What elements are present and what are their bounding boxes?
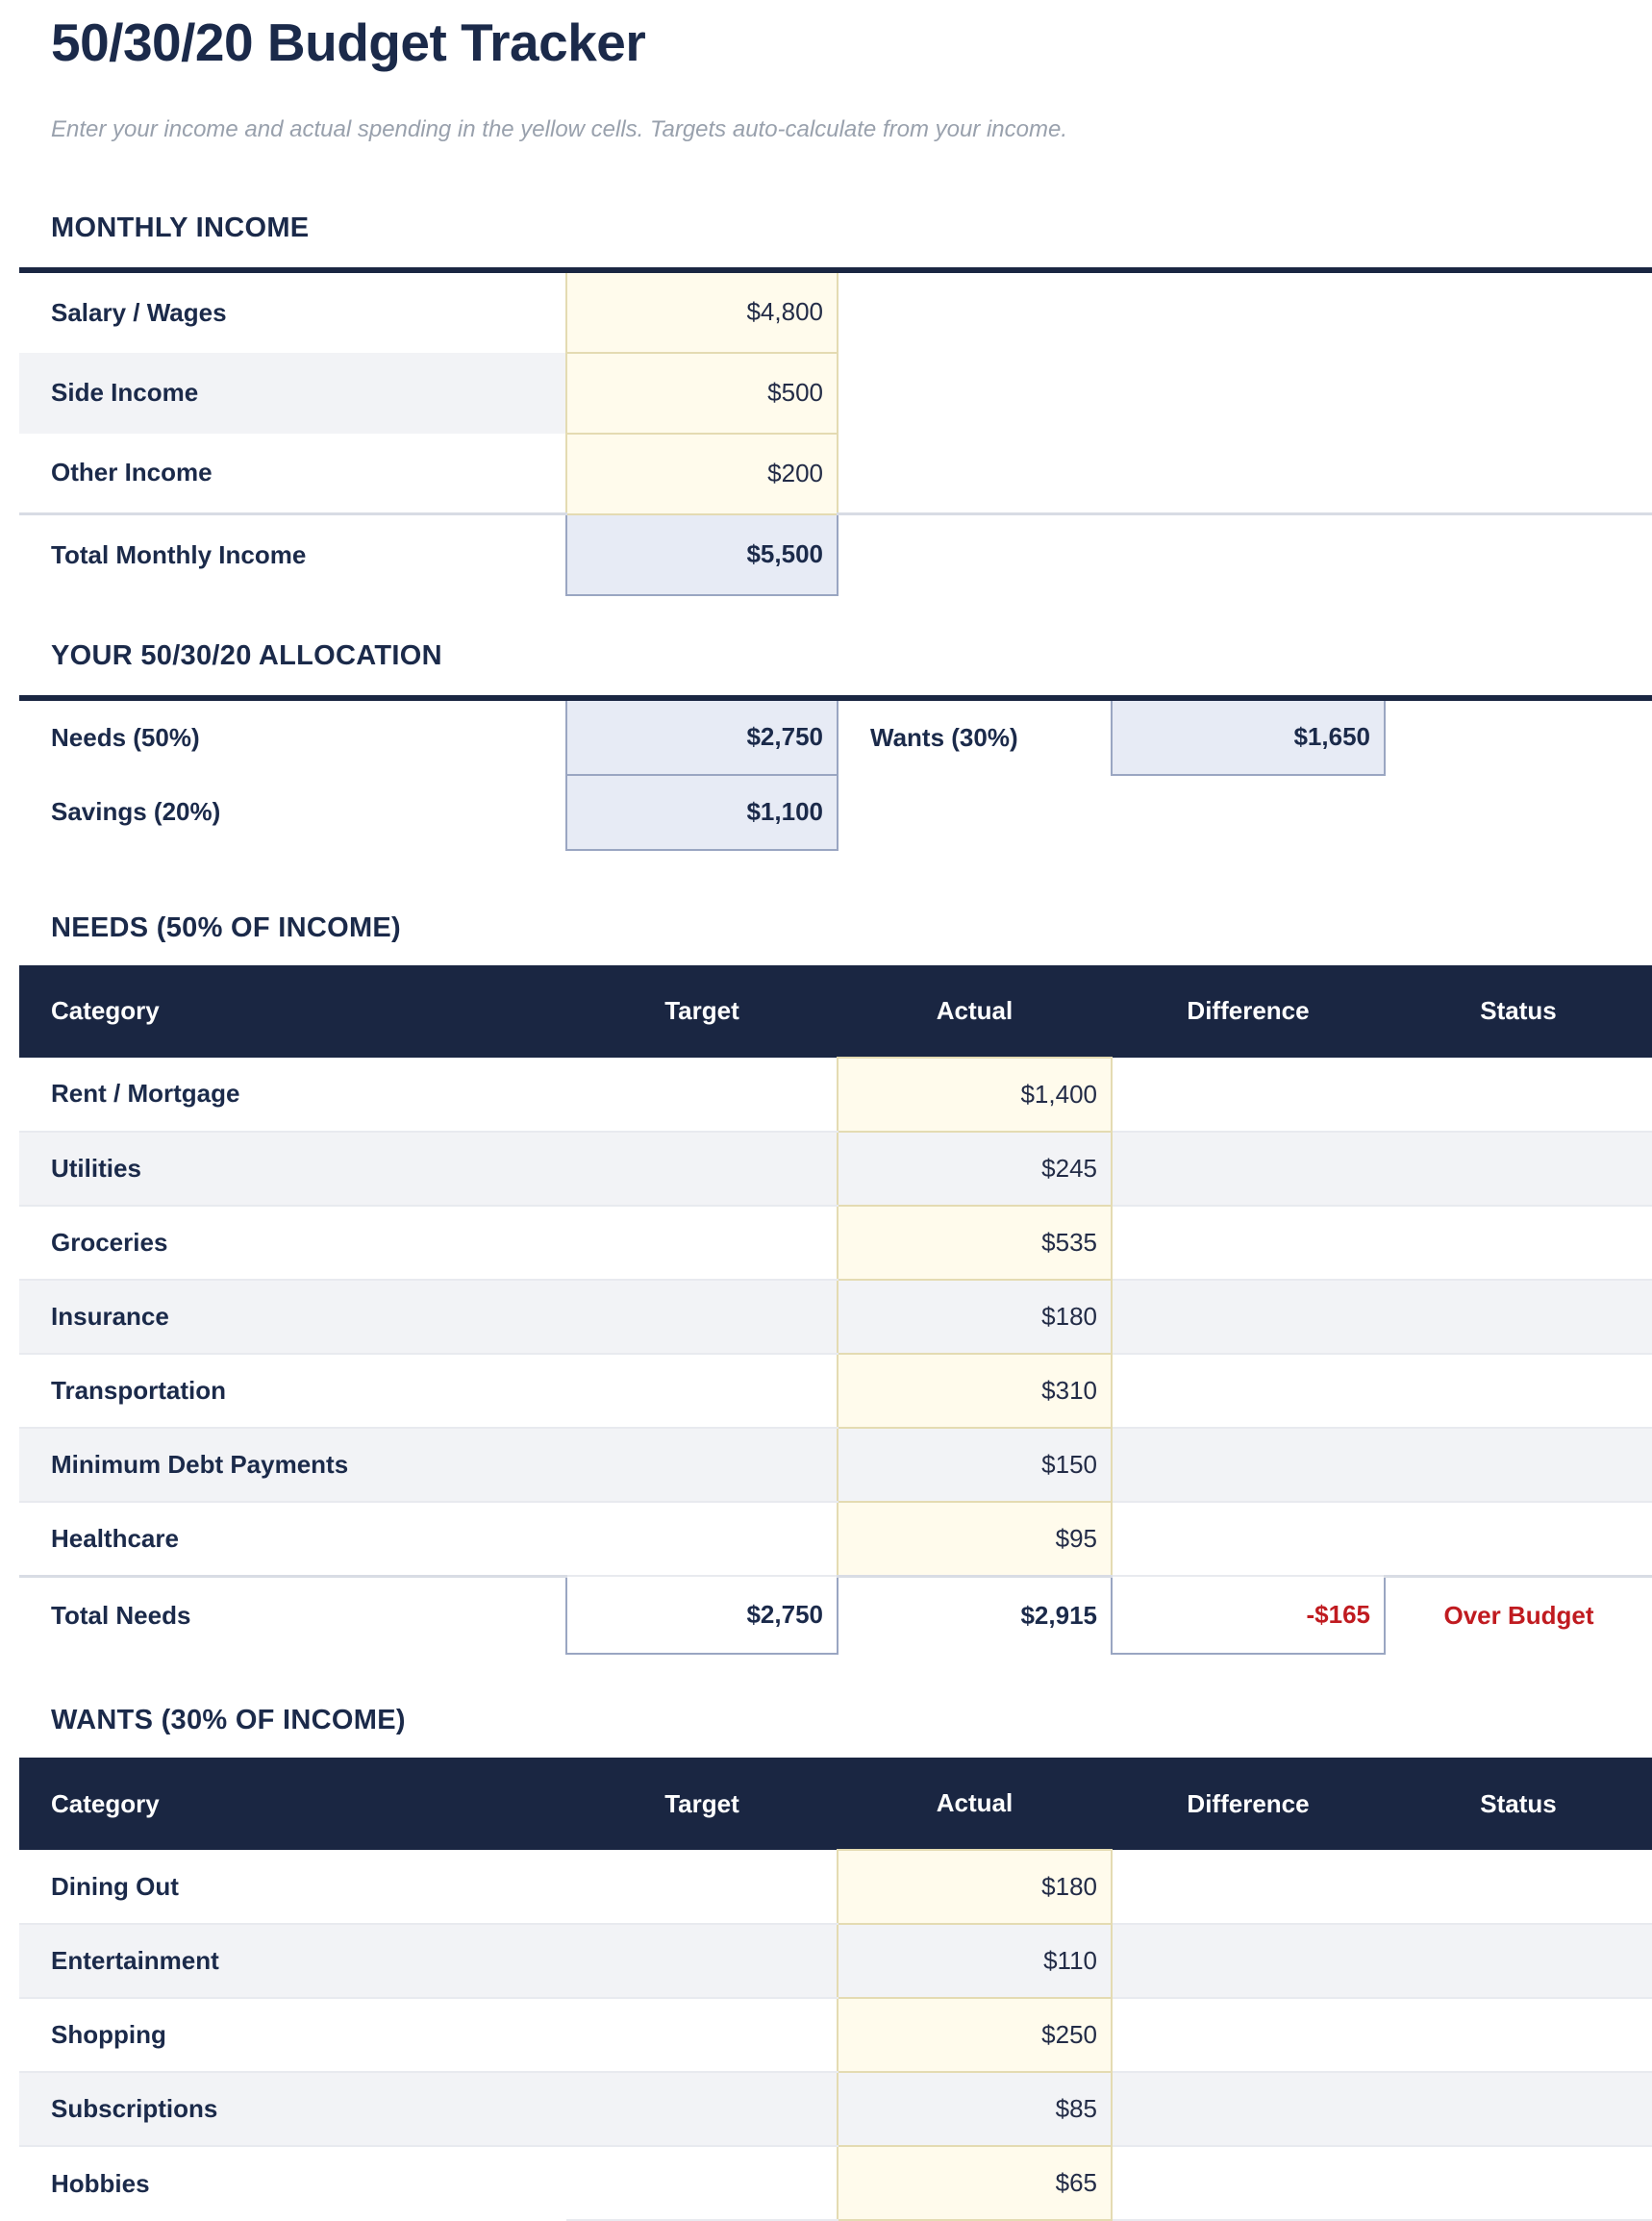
difference-cell-empty — [1112, 1132, 1385, 1206]
difference-cell-empty — [1112, 1280, 1385, 1354]
income-label-other: Other Income — [51, 458, 213, 487]
income-input-other[interactable]: $200 — [566, 434, 838, 514]
wants-row-entertainment — [19, 1924, 1652, 1998]
income-filler-cell — [838, 514, 1652, 595]
target-cell-empty — [566, 2072, 838, 2146]
budget-tracker-page — [0, 12, 1652, 2198]
difference-cell-empty — [1112, 1850, 1385, 1924]
target-cell-empty — [566, 1354, 838, 1428]
difference-cell-empty — [1112, 1428, 1385, 1502]
wants-header-row — [19, 1758, 1652, 1850]
actual-input-cell[interactable]: $150 — [838, 1428, 1112, 1502]
difference-cell-empty — [1112, 2072, 1385, 2146]
target-cell-empty — [566, 2146, 838, 2220]
income-row-salary — [19, 270, 1652, 353]
actual-input-cell[interactable]: $95 — [838, 1502, 1112, 1577]
needs-category-label: Utilities — [19, 1132, 566, 1206]
target-cell-empty — [566, 1850, 838, 1924]
difference-cell-empty — [1112, 1354, 1385, 1428]
needs-header-actual: Actual — [838, 965, 1112, 1058]
wants-category-label: Shopping — [19, 1998, 566, 2072]
income-label-side: Side Income — [19, 353, 566, 434]
difference-cell-empty — [1112, 1058, 1385, 1132]
wants-header-category: Category — [19, 1758, 566, 1850]
actual-input-cell[interactable]: $1,400 — [838, 1058, 1112, 1132]
status-cell-empty — [1385, 1998, 1652, 2072]
income-input-side[interactable]: $500 — [566, 353, 838, 434]
allocation-filler-cell — [1385, 698, 1652, 775]
income-total-row — [19, 514, 1652, 595]
allocation-section-heading: YOUR 50/30/20 ALLOCATION — [51, 639, 442, 671]
wants-header-difference: Difference — [1112, 1758, 1385, 1850]
income-total-value: $5,500 — [566, 514, 838, 595]
needs-row-transportation — [19, 1354, 1652, 1428]
needs-category-label: Insurance — [19, 1280, 566, 1354]
needs-table — [19, 965, 1652, 1656]
wants-header-status: Status — [1385, 1758, 1652, 1850]
needs-header-target: Target — [566, 965, 838, 1058]
wants-row-dining — [19, 1850, 1652, 1924]
page-title: 50/30/20 Budget Tracker — [51, 12, 646, 72]
actual-input-cell[interactable]: $250 — [838, 1998, 1112, 2072]
target-cell-empty — [566, 1132, 838, 1206]
actual-input-cell[interactable]: $65 — [838, 2146, 1112, 2220]
needs-category-label: Healthcare — [19, 1502, 566, 1577]
difference-cell-empty — [1112, 1206, 1385, 1280]
wants-allocation-value: $1,650 — [1112, 698, 1385, 775]
total-needs-label: Total Needs — [19, 1576, 566, 1654]
actual-input-cell[interactable]: $180 — [838, 1280, 1112, 1354]
allocation-empty-cell — [1112, 775, 1385, 850]
needs-row-insurance — [19, 1280, 1652, 1354]
needs-row-debt — [19, 1428, 1652, 1502]
actual-input-cell[interactable]: $535 — [838, 1206, 1112, 1280]
actual-input-cell[interactable]: $180 — [838, 1850, 1112, 1924]
status-cell-empty — [1385, 1924, 1652, 1998]
income-filler-cell — [838, 353, 1652, 434]
needs-category-label: Minimum Debt Payments — [19, 1428, 566, 1502]
needs-allocation-value: $2,750 — [566, 698, 838, 775]
wants-category-label: Dining Out — [19, 1850, 566, 1924]
total-needs-target: $2,750 — [566, 1576, 838, 1654]
actual-input-cell[interactable]: $245 — [838, 1132, 1112, 1206]
difference-cell-empty — [1112, 1924, 1385, 1998]
page-subtitle: Enter your income and actual spending in the yellow cells. Targets auto-calculate from your income. — [51, 115, 1067, 142]
needs-header-difference: Difference — [1112, 965, 1385, 1058]
status-cell-empty — [1385, 1280, 1652, 1354]
needs-total-row — [19, 1576, 1652, 1654]
income-filler-cell — [838, 434, 1652, 514]
status-cell-empty — [1385, 1132, 1652, 1206]
target-cell-empty — [566, 1924, 838, 1998]
wants-row-subscriptions — [19, 2072, 1652, 2146]
target-cell-empty — [566, 1280, 838, 1354]
needs-row-utilities — [19, 1132, 1652, 1206]
total-needs-difference: -$165 — [1112, 1576, 1385, 1654]
income-label-salary: Salary / Wages — [51, 297, 227, 327]
needs-header-category: Category — [19, 965, 566, 1058]
status-cell-empty — [1385, 2072, 1652, 2146]
wants-row-shopping — [19, 1998, 1652, 2072]
wants-section-heading: WANTS (30% OF INCOME) — [51, 1705, 406, 1735]
status-cell-empty — [1385, 1428, 1652, 1502]
status-cell-empty — [1385, 1206, 1652, 1280]
wants-allocation-label: Wants (30%) — [870, 722, 1018, 752]
allocation-row-1 — [19, 698, 1652, 775]
income-input-salary[interactable]: $4,800 — [566, 270, 838, 353]
wants-row-hobbies — [19, 2146, 1652, 2220]
allocation-table — [19, 695, 1652, 851]
income-row-side — [19, 353, 1652, 434]
total-needs-status: Over Budget — [1385, 1576, 1652, 1654]
target-cell-empty — [566, 1428, 838, 1502]
status-cell-empty — [1385, 1850, 1652, 1924]
income-filler-cell — [838, 270, 1652, 353]
actual-input-cell[interactable]: $310 — [838, 1354, 1112, 1428]
difference-cell-empty — [1112, 1998, 1385, 2072]
wants-category-label: Entertainment — [19, 1924, 566, 1998]
needs-category-label: Transportation — [19, 1354, 566, 1428]
status-cell-empty — [1385, 1058, 1652, 1132]
actual-input-cell[interactable]: $110 — [838, 1924, 1112, 1998]
target-cell-empty — [566, 1998, 838, 2072]
needs-row-groceries — [19, 1206, 1652, 1280]
actual-input-cell[interactable]: $85 — [838, 2072, 1112, 2146]
allocation-filler-cell — [1385, 775, 1652, 850]
target-cell-empty — [566, 1058, 838, 1132]
wants-category-label: Hobbies — [51, 2168, 150, 2198]
target-cell-empty — [566, 1206, 838, 1280]
savings-allocation-label: Savings (20%) — [51, 797, 221, 826]
difference-cell-empty — [1112, 1502, 1385, 1577]
status-cell-empty — [1385, 1502, 1652, 1577]
needs-header-row — [19, 965, 1652, 1058]
needs-row-rent — [19, 1058, 1652, 1132]
wants-category-label: Subscriptions — [19, 2072, 566, 2146]
needs-row-healthcare — [19, 1502, 1652, 1577]
income-total-label: Total Monthly Income — [19, 514, 566, 595]
wants-header-target: Target — [566, 1758, 838, 1850]
income-row-other — [19, 434, 1652, 514]
needs-header-status: Status — [1385, 965, 1652, 1058]
allocation-empty-cell — [838, 775, 1112, 850]
income-section-heading: MONTHLY INCOME — [51, 212, 310, 243]
wants-table — [19, 1758, 1652, 2221]
difference-cell-empty — [1112, 2146, 1385, 2220]
needs-category-label: Groceries — [19, 1206, 566, 1280]
total-needs-actual: $2,915 — [838, 1576, 1112, 1654]
monthly-income-table — [19, 267, 1652, 596]
allocation-row-2 — [19, 775, 1652, 850]
needs-allocation-label: Needs (50%) — [51, 722, 200, 752]
wants-header-actual: Actual — [838, 1758, 1112, 1850]
status-cell-empty — [1385, 2146, 1652, 2220]
needs-category-label: Rent / Mortgage — [19, 1058, 566, 1132]
status-cell-empty — [1385, 1354, 1652, 1428]
savings-allocation-value: $1,100 — [566, 775, 838, 850]
target-cell-empty — [566, 1502, 838, 1577]
needs-section-heading: NEEDS (50% OF INCOME) — [51, 911, 402, 943]
